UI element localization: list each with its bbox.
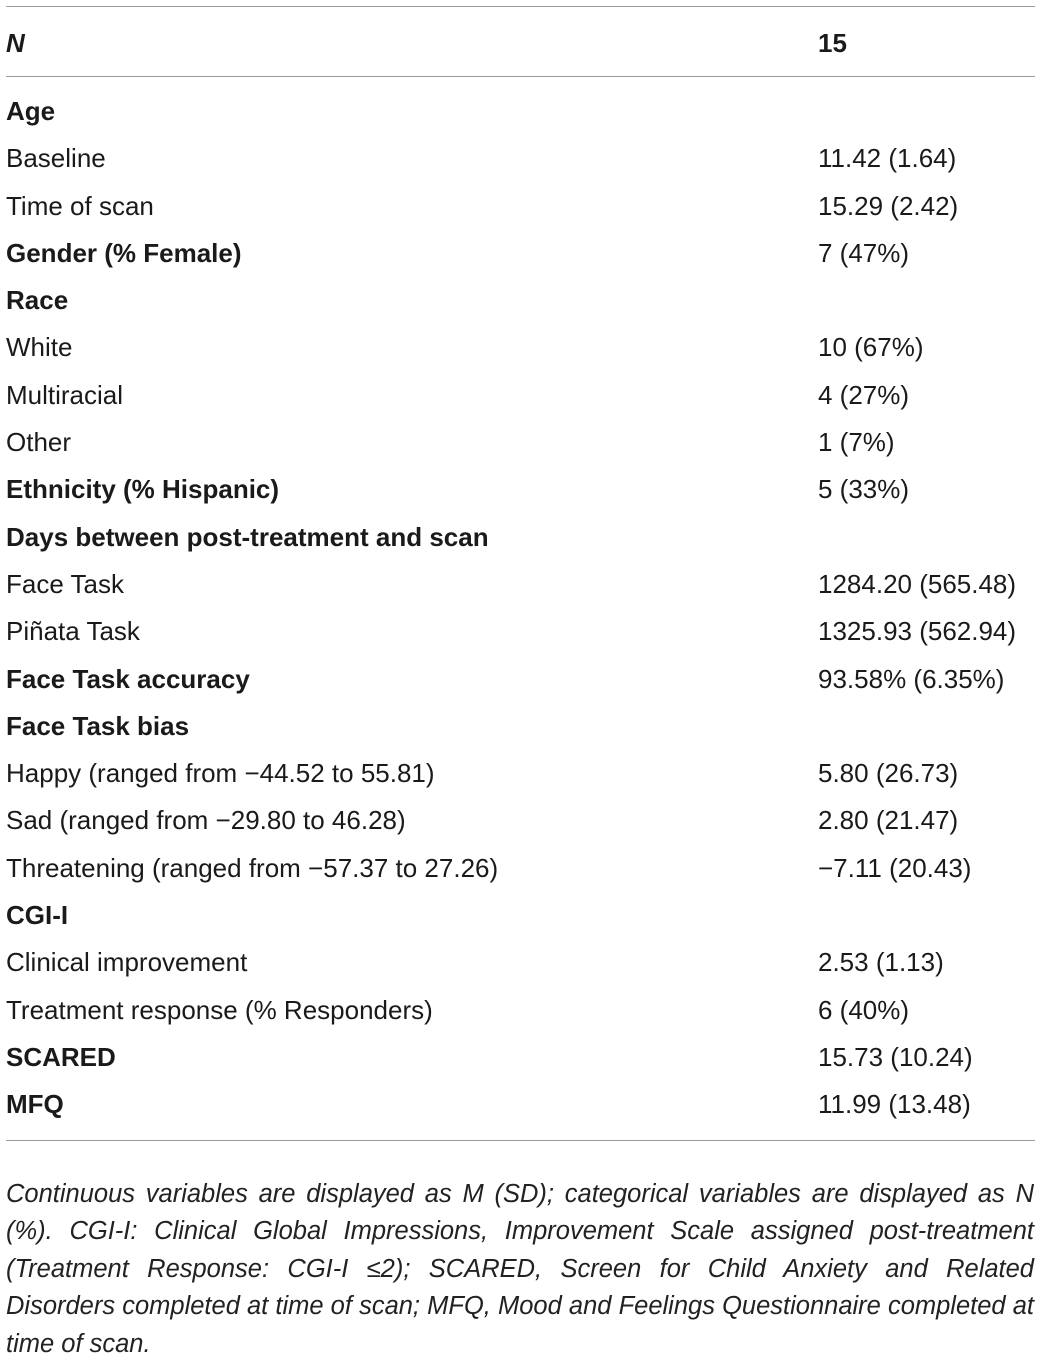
table-row — [6, 845, 1035, 892]
row-value: 1284.20 (565.48) — [818, 561, 1016, 608]
table-footnote: Continuous variables are displayed as M (SD); categorical variables are displayed as N (%). CGI-I: Clinical Global Impressions, Improvement Scale assigned post-treatment (Treatment Response: CGI-I ≤2); SCARED, Screen for Child Anxiety and Related Disorders completed at time of scan; MFQ, Mood and Feelings Questionnaire completed at time of scan. — [6, 1176, 1034, 1363]
row-label: Age — [6, 88, 55, 135]
row-value: 10 (67%) — [818, 324, 924, 371]
row-label: Clinical improvement — [6, 939, 247, 986]
row-label: SCARED — [6, 1034, 116, 1081]
row-label: Other — [6, 419, 71, 466]
table-row — [6, 1081, 1035, 1128]
row-label: Time of scan — [6, 183, 154, 230]
row-value: 2.80 (21.47) — [818, 797, 958, 844]
row-value: 1325.93 (562.94) — [818, 608, 1016, 655]
row-label: Sad (ranged from −29.80 to 46.28) — [6, 797, 406, 844]
row-value: 7 (47%) — [818, 230, 909, 277]
table-row — [6, 750, 1035, 797]
row-value: 1 (7%) — [818, 419, 895, 466]
row-label: White — [6, 324, 72, 371]
row-label: Gender (% Female) — [6, 230, 242, 277]
table-row — [6, 1034, 1035, 1081]
table-row — [6, 608, 1035, 655]
row-label: Multiracial — [6, 372, 123, 419]
table-row — [6, 230, 1035, 277]
table-row — [6, 277, 1035, 324]
row-label: CGI-I — [6, 892, 68, 939]
table-header-row — [6, 6, 1035, 76]
table-row — [6, 88, 1035, 135]
row-label: Treatment response (% Responders) — [6, 987, 433, 1034]
row-label: Face Task — [6, 561, 124, 608]
row-value: 11.99 (13.48) — [818, 1081, 971, 1128]
table-row — [6, 514, 1035, 561]
header-n-label: N — [6, 28, 25, 59]
row-value: 4 (27%) — [818, 372, 909, 419]
row-label: MFQ — [6, 1081, 64, 1128]
table-row — [6, 656, 1035, 703]
table-row — [6, 797, 1035, 844]
row-label: Face Task accuracy — [6, 656, 250, 703]
table-header-rule — [6, 76, 1035, 77]
row-value: 5.80 (26.73) — [818, 750, 958, 797]
table-row — [6, 324, 1035, 371]
row-label: Face Task bias — [6, 703, 189, 750]
row-label: Baseline — [6, 135, 106, 182]
row-value: 93.58% (6.35%) — [818, 656, 1004, 703]
row-label: Piñata Task — [6, 608, 140, 655]
table-row — [6, 183, 1035, 230]
row-label: Threatening (ranged from −57.37 to 27.26) — [6, 845, 498, 892]
row-value: 6 (40%) — [818, 987, 909, 1034]
table-row — [6, 466, 1035, 513]
table-row — [6, 135, 1035, 182]
row-label: Ethnicity (% Hispanic) — [6, 466, 279, 513]
row-label: Happy (ranged from −44.52 to 55.81) — [6, 750, 435, 797]
table-row — [6, 987, 1035, 1034]
table-row — [6, 419, 1035, 466]
row-value: 15.73 (10.24) — [818, 1034, 973, 1081]
table-bottom-rule — [6, 1140, 1035, 1141]
row-value: 2.53 (1.13) — [818, 939, 944, 986]
table-row — [6, 892, 1035, 939]
row-label: Race — [6, 277, 68, 324]
row-value: 5 (33%) — [818, 466, 909, 513]
row-value: 15.29 (2.42) — [818, 183, 958, 230]
table-row — [6, 561, 1035, 608]
header-n-value: 15 — [818, 28, 847, 59]
row-label: Days between post-treatment and scan — [6, 514, 489, 561]
row-value: 11.42 (1.64) — [818, 135, 956, 182]
table-row — [6, 372, 1035, 419]
row-value: −7.11 (20.43) — [818, 845, 971, 892]
table-row — [6, 939, 1035, 986]
table-row — [6, 703, 1035, 750]
table-body — [6, 88, 1035, 1129]
